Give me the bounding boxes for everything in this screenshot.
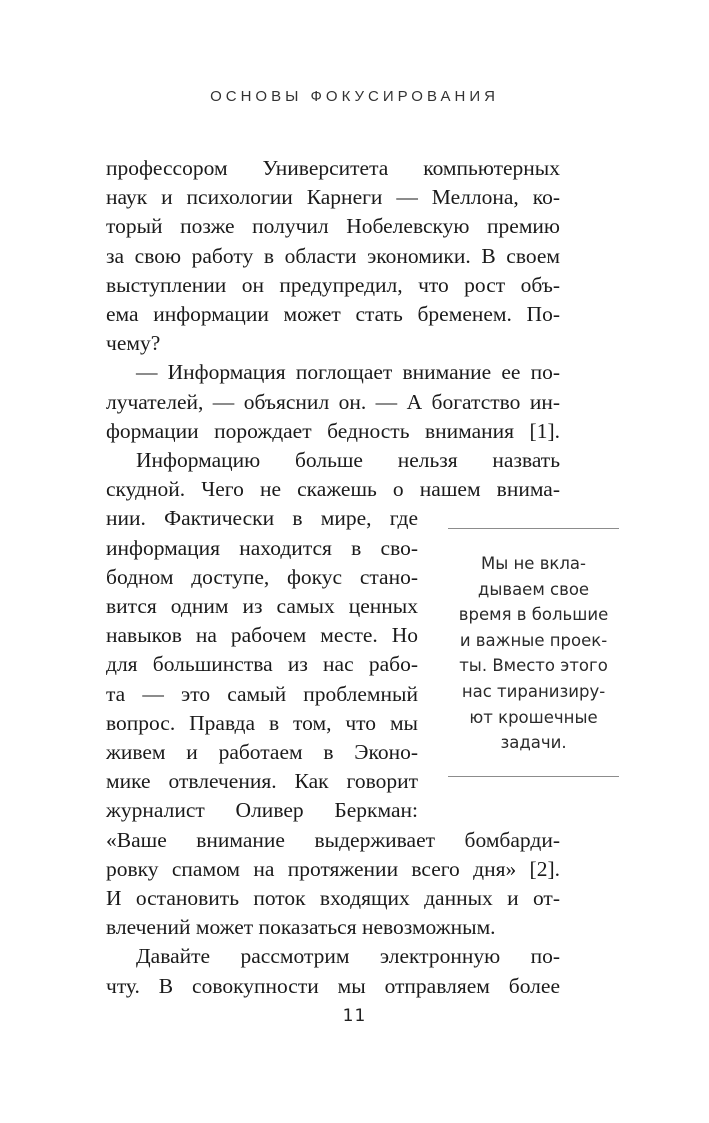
pull-quote-line: и важные проек-: [459, 630, 608, 650]
page-number: 11: [342, 1006, 367, 1026]
text-line: чту. В совокупности мы отправляем более: [106, 973, 560, 998]
text-line: чему?: [106, 331, 161, 356]
text-line: нии. Фактически в мире, где: [106, 506, 418, 531]
text-line: выступлении он предупредил, что рост объ-: [106, 272, 560, 297]
running-head: ОСНОВЫ ФОКУСИРОВАНИЯ: [210, 88, 499, 105]
pull-quote-line: ты. Вместо этого: [459, 656, 608, 676]
text-line: журналист Оливер Беркман:: [106, 798, 418, 823]
pull-quote-line: задачи.: [500, 733, 567, 753]
text-line: формации порождает бедность внимания [1].: [106, 418, 560, 443]
text-line: навыков на рабочем месте. Но: [106, 623, 418, 648]
text-line: наук и психологии Карнеги — Меллона, ко-: [106, 185, 560, 210]
pull-quote-line: нас тиранизиру-: [461, 681, 606, 701]
text-line: бодном доступе, фокус стано-: [106, 564, 418, 589]
text-line: вопрос. Правда в том, что мы: [106, 710, 418, 735]
pull-quote-line: ют крошечные: [469, 707, 598, 727]
text-line: за свою работу в области экономики. В своем: [106, 243, 560, 268]
pull-quote-bottom-rule: [448, 776, 619, 777]
text-line: Информацию больше нельзя назвать: [136, 448, 560, 472]
text-line: торый позже получил Нобелевскую премию: [106, 214, 560, 239]
text-line: «Ваше внимание выдерживает бомбарди-: [106, 827, 560, 852]
text-line: скудной. Чего не скажешь о нашем внима-: [106, 477, 560, 502]
text-line: профессором Университета компьютерных: [106, 156, 560, 180]
text-line: для большинства из нас рабо-: [106, 652, 418, 677]
text-line: информация находится в сво-: [106, 535, 418, 560]
text-line: Давайте рассмотрим электронную по-: [136, 944, 560, 969]
text-line: — Информация поглощает внимание ее по-: [136, 360, 560, 385]
text-line: лучателей, — объяснил он. — А богатство ин-: [106, 389, 560, 414]
text-line: та — это самый проблемный: [106, 681, 418, 706]
pull-quote-top-rule: [448, 528, 619, 529]
pull-quote-line: время в большие: [458, 605, 609, 625]
text-line: живем и работаем в Эконо-: [106, 740, 418, 764]
text-line: ровку спамом на протяжении всего дня» [2].: [106, 856, 560, 881]
text-line: влечений может показаться невозможным.: [106, 915, 496, 940]
pull-quote-line: дываем свое: [477, 579, 590, 599]
pull-quote: [445, 551, 622, 756]
text-line: И остановить поток входящих данных и от-: [106, 886, 560, 910]
text-line: ема информации может стать бременем. По-: [106, 302, 560, 326]
text-line: вится одним из самых ценных: [106, 594, 418, 618]
pull-quote-line: Мы не вкла-: [481, 554, 586, 573]
text-line: мике отвлечения. Как говорит: [106, 769, 418, 794]
